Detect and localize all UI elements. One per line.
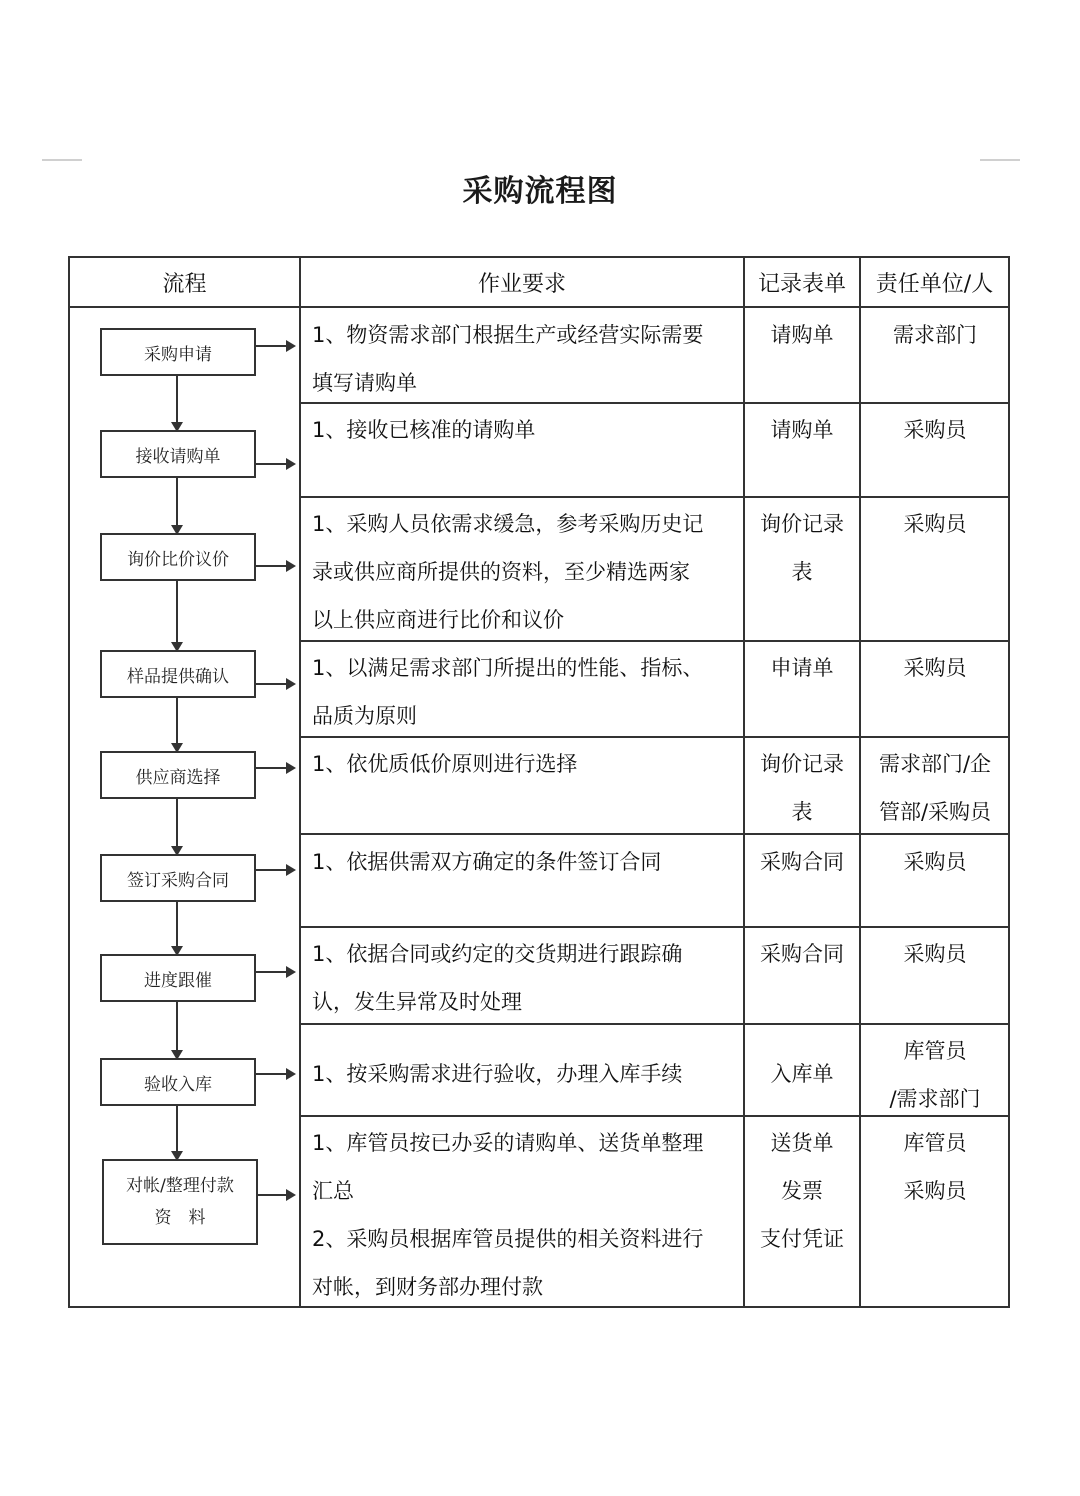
flow-step-label: 对帐/整理付款 [126,1176,234,1196]
flow-arrow-right [256,1194,294,1196]
record-line: 询价记录 [760,752,844,776]
record-line: 申请单 [770,656,834,680]
row-divider [299,926,1010,928]
flow-arrow-right [256,971,294,973]
header-flow: 流程 [162,272,207,297]
header-responsible: 责任单位/人 [875,272,994,297]
requirement-line: 1、库管员按已办妥的请购单、送货单整理 [312,1131,704,1155]
flow-step-reconciliation-payment [102,1159,258,1245]
responsible-cell [862,1027,1008,1123]
requirement-line: 汇总 [312,1179,354,1203]
requirement-cell [312,311,738,407]
record-cell [746,500,858,596]
flow-step-sample-confirmation [100,650,256,698]
record-line: 采购合同 [760,850,844,874]
header-requirements: 作业要求 [477,272,566,297]
responsible-cell [862,740,1008,836]
record-line: 表 [791,800,813,824]
record-cell [746,838,858,886]
requirement-cell [312,740,738,788]
flow-arrow-down [176,1002,178,1058]
record-cell [746,1050,858,1098]
record-line: 采购合同 [760,942,844,966]
responsible-line: 库管员 [903,1039,967,1063]
requirement-line: 1、物资需求部门根据生产或经营实际需要 [312,323,704,347]
requirement-line: 品质为原则 [312,704,417,728]
responsible-line: 需求部门 [893,323,977,347]
responsible-line: 采购员 [903,418,967,442]
record-cell [746,930,858,978]
flow-arrow-right [256,565,294,567]
requirement-cell [312,1050,738,1098]
flow-step-label: 签订采购合同 [127,870,229,891]
responsible-cell [862,406,1008,454]
record-cell [746,406,858,454]
table-left-border [68,256,70,1308]
flow-step-supplier-selection [100,751,256,799]
requirement-cell [312,1119,738,1311]
requirement-line: 1、依据合同或约定的交货期进行跟踪确 [312,942,683,966]
flow-arrow-down [176,799,178,854]
flow-arrow-right [256,869,294,871]
record-line: 送货单 [770,1131,834,1155]
requirement-cell [312,838,738,886]
column-divider [859,256,861,1308]
flow-arrow-down [176,1106,178,1159]
flow-arrow-right [256,767,294,769]
column-divider [299,256,301,1308]
responsible-line: 采购员 [903,1179,967,1203]
responsible-line: 采购员 [903,942,967,966]
document-title: 采购流程图 [462,174,618,209]
flow-arrow-right [256,463,294,465]
flow-arrow-right [256,683,294,685]
responsible-line: 管部/采购员 [878,800,992,824]
responsible-line: /需求部门 [889,1087,981,1111]
record-cell [746,644,858,692]
record-line: 入库单 [770,1062,834,1086]
requirement-cell [312,930,738,1026]
flow-step-label: 询价比价议价 [127,549,229,570]
record-line: 发票 [781,1179,823,1203]
flow-step-inquiry-comparison [100,533,256,581]
row-divider [299,496,1010,498]
header-records: 记录表单 [757,272,846,297]
flow-step-label: 进度跟催 [144,970,212,991]
flow-step-label: 验收入库 [144,1074,212,1095]
record-line: 请购单 [770,323,834,347]
requirement-line: 1、接收已核准的请购单 [312,418,536,442]
responsible-cell [862,500,1008,548]
flow-arrow-down [176,376,178,430]
record-cell [746,311,858,359]
responsible-line: 采购员 [903,850,967,874]
flow-step-label: 供应商选择 [135,767,221,788]
flow-arrow-down [176,698,178,751]
record-cell [746,740,858,836]
requirement-line: 以上供应商进行比价和议价 [312,608,564,632]
record-line: 请购单 [770,418,834,442]
requirement-cell [312,500,738,644]
responsible-cell [862,838,1008,886]
requirement-line: 1、以满足需求部门所提出的性能、指标、 [312,656,704,680]
flow-step-purchase-request [100,328,256,376]
requirement-line: 认，发生异常及时处理 [312,990,522,1014]
flow-step-label: 采购申请 [144,344,212,365]
responsible-cell [862,311,1008,359]
record-cell [746,1119,858,1263]
flow-step-label: 接收请购单 [135,446,221,467]
responsible-line: 需求部门/企 [878,752,992,776]
requirement-cell [312,406,738,454]
requirement-line: 对帐，到财务部办理付款 [312,1275,543,1299]
column-divider [743,256,745,1308]
requirement-cell [312,644,738,740]
flow-step-label: 资 料 [154,1208,206,1228]
flow-arrow-down [176,902,178,954]
flow-arrow-down [176,478,178,533]
flow-arrow-right [256,345,294,347]
record-line: 表 [791,560,813,584]
flow-step-sign-contract [100,854,256,902]
requirement-line: 1、按采购需求进行验收，办理入库手续 [312,1062,683,1086]
responsible-cell [862,644,1008,692]
flow-step-receive-requisition [100,430,256,478]
requirement-line: 2、采购员根据库管员提供的相关资料进行 [312,1227,704,1251]
flow-arrow-down [176,581,178,650]
requirement-line: 1、依优质低价原则进行选择 [312,752,578,776]
responsible-line: 采购员 [903,512,967,536]
flow-arrow-right [256,1073,294,1075]
flow-step-label: 样品提供确认 [127,666,229,687]
top-left-page-mark [42,159,82,161]
flow-step-progress-follow-up [100,954,256,1002]
requirement-line: 1、依据供需双方确定的条件签订合同 [312,850,662,874]
requirement-line: 录或供应商所提供的资料，至少精选两家 [312,560,690,584]
flow-step-inspection-storage [100,1058,256,1106]
responsible-line: 库管员 [903,1131,967,1155]
table-right-border [1008,256,1010,1308]
responsible-line: 采购员 [903,656,967,680]
requirement-line: 填写请购单 [312,371,417,395]
record-line: 支付凭证 [760,1227,844,1251]
top-right-page-mark [980,159,1020,161]
responsible-cell [862,930,1008,978]
responsible-cell [862,1119,1008,1215]
record-line: 询价记录 [760,512,844,536]
requirement-line: 1、采购人员依需求缓急，参考采购历史记 [312,512,704,536]
